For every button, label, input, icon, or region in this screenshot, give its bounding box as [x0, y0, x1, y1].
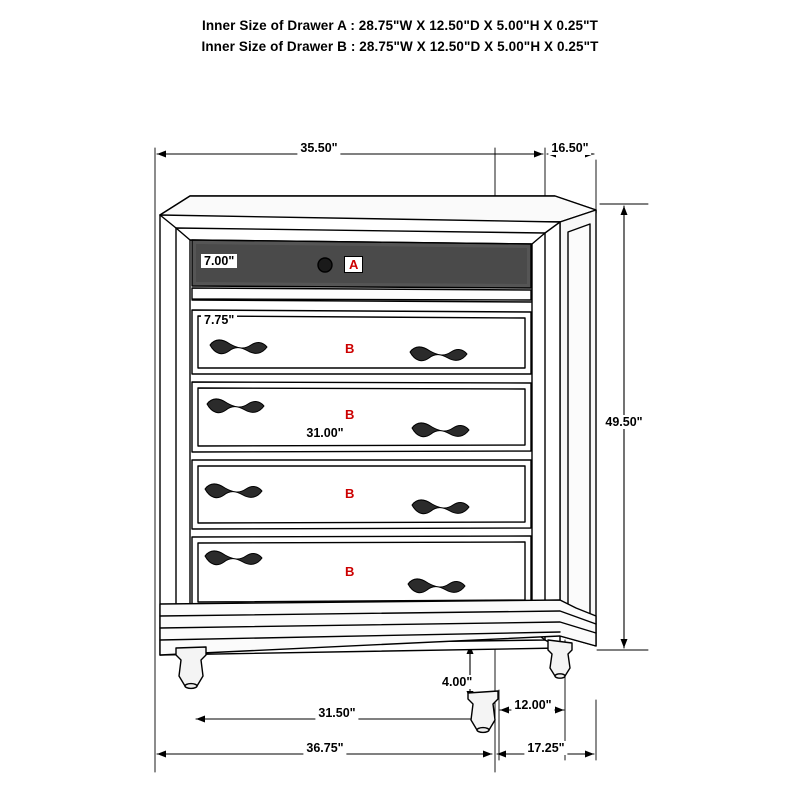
callout-drawer-b1: B — [345, 341, 355, 356]
dim-foot-height: 4.00" — [439, 675, 475, 689]
dim-top-width: 35.50" — [297, 141, 340, 155]
dim-top-depth: 16.50" — [548, 141, 591, 155]
drawer-a-inner-size-text: Inner Size of Drawer A : 28.75"W X 12.50"D X 5.00"H X 0.25"T — [201, 18, 598, 33]
dim-overall-width: 36.75" — [303, 741, 346, 755]
dim-drawer-front-width: 31.00" — [303, 426, 346, 440]
drawer-b-inner-size-text: Inner Size of Drawer B : 28.75"W X 12.50"D X 5.00"H X 0.25"T — [201, 39, 599, 54]
dim-drawer-a-height: 7.00" — [201, 254, 237, 268]
dim-base-width: 31.50" — [315, 706, 358, 720]
callout-drawer-b2: B — [345, 407, 355, 422]
callout-drawer-a: A — [344, 256, 363, 273]
dim-overall-depth: 17.25" — [524, 741, 567, 755]
dim-foot-depth: 12.00" — [511, 698, 554, 712]
dim-drawer-b-height: 7.75" — [201, 313, 237, 327]
dim-total-height: 49.50" — [602, 415, 645, 429]
callout-drawer-b4: B — [345, 564, 355, 579]
callout-drawer-b3: B — [345, 486, 355, 501]
